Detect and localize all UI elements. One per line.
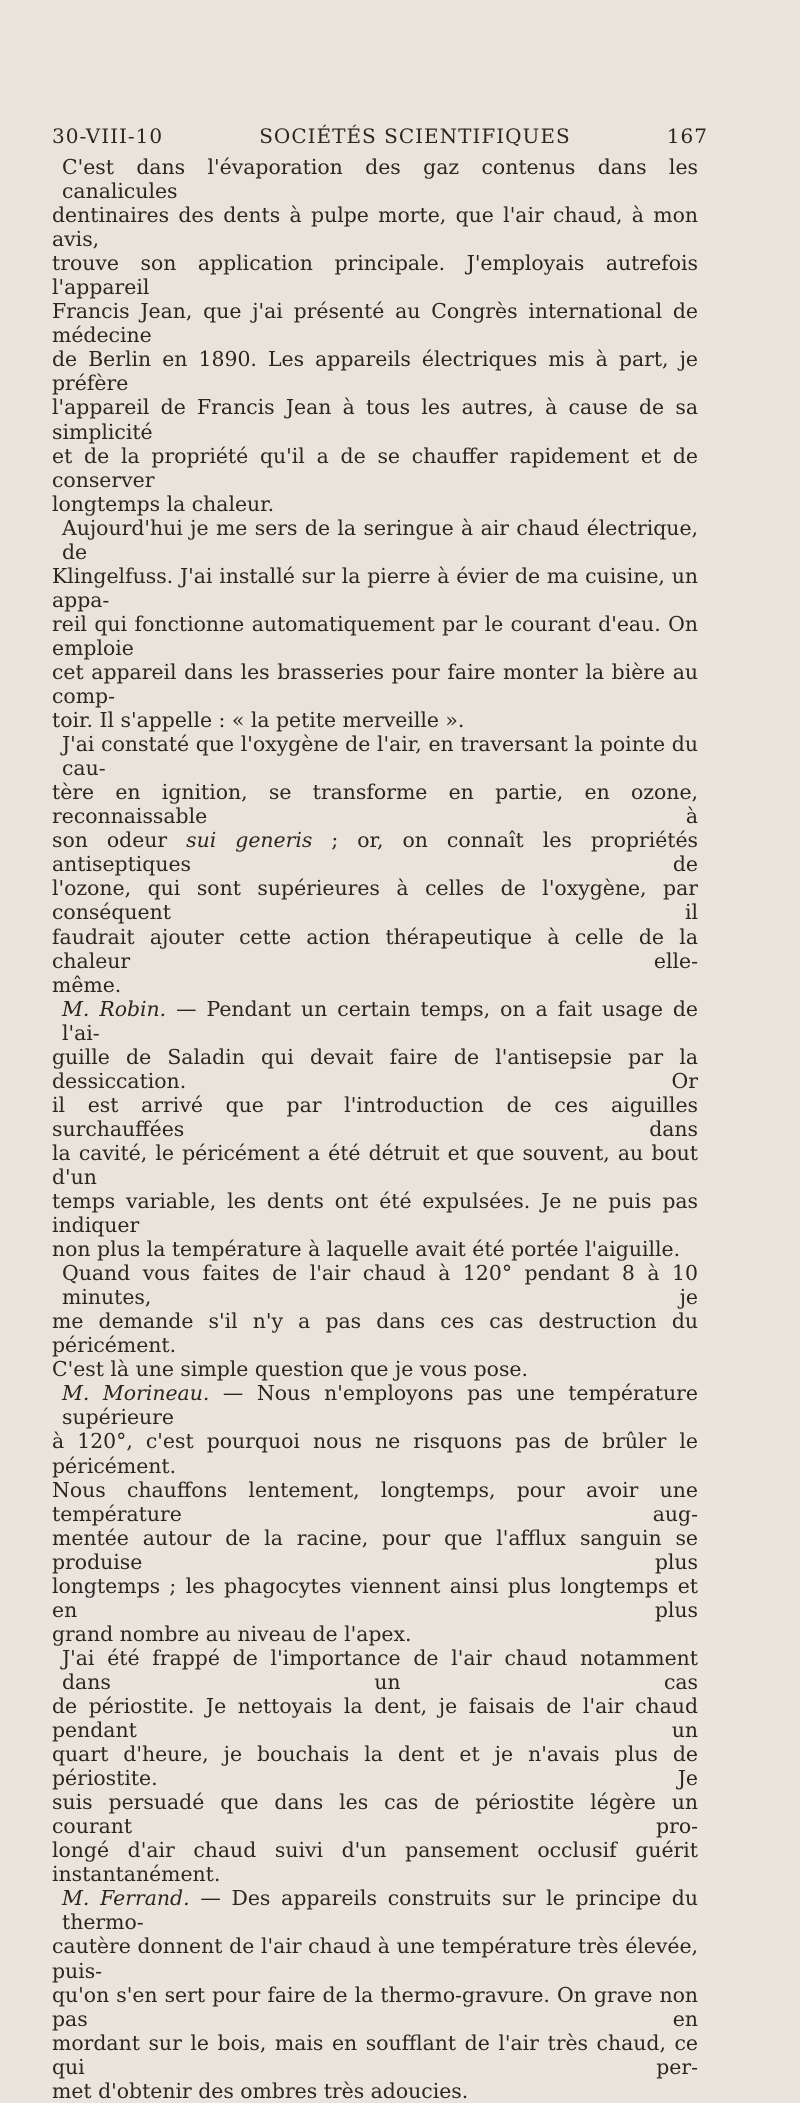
page-number: 167 (666, 124, 708, 148)
text-line: J'ai été frappé de l'importance de l'air chaud notamment dans un cas (62, 1645, 698, 1694)
italic-text: M. Morineau. (62, 1381, 210, 1406)
text-line: tère en ignition, se transforme en partie, en ozone, reconnaissable à (52, 780, 698, 829)
text-line (52, 1381, 698, 1429)
page-body-text (52, 155, 698, 2103)
line-suffix: — Pendant un certain temps, on a fait usage de l'ai- (62, 996, 698, 1045)
text-line: la cavité, le péricément a été détruit et que souvent, au bout d'un (52, 1140, 698, 1189)
italic-text: M. Ferrand. (62, 1886, 190, 1911)
running-header (52, 124, 708, 154)
line-suffix: ; or, on connaît les propriétés antiseptiques de (52, 828, 699, 877)
line-suffix: — Nous n'employons pas une température supérieure (62, 1381, 698, 1430)
text-line: longtemps ; les phagocytes viennent ainsi plus longtemps et en plus (52, 1573, 698, 1622)
text-line: cautère donnent de l'air chaud à une température très élevée, puis- (52, 1934, 698, 1983)
text-line: met d'obtenir des ombres très adoucies. (52, 2078, 469, 2103)
text-line: même. (52, 972, 122, 997)
text-line (52, 1886, 698, 1934)
text-line: cet appareil dans les brasseries pour faire monter la bière au comp- (52, 659, 698, 709)
text-line: dentinaires des dents à pulpe morte, que l'air chaud, à mon avis, (52, 203, 698, 252)
text-line: Quand vous faites de l'air chaud à 120° pendant 8 à 10 minutes, je (62, 1261, 698, 1310)
text-line: trouve son application principale. J'employais autrefois l'appareil (52, 251, 698, 300)
text-line: toir. Il s'appelle : « la petite merveille ». (52, 708, 465, 733)
text-line: quart d'heure, je bouchais la dent et je n'avais plus de périostite. Je (52, 1742, 698, 1791)
text-line: l'ozone, qui sont supérieures à celles de l'oxygène, par conséquent il (52, 876, 698, 925)
text-line: Aujourd'hui je me sers de la seringue à air chaud électrique, de (62, 515, 698, 564)
text-line (52, 828, 698, 876)
text-line: il est arrivé que par l'introduction de ces aiguilles surchauffées dans (52, 1092, 698, 1141)
text-line: longtemps la chaleur. (52, 491, 275, 516)
text-line: guille de Saladin qui devait faire de l'antisepsie par la dessiccation. Or (52, 1044, 698, 1093)
header-title: SOCIÉTÉS SCIENTIFIQUES (259, 124, 571, 148)
line-suffix: — Des appareils construits sur le principe du thermo- (62, 1886, 698, 1935)
italic-text: M. Robin. (62, 996, 167, 1021)
text-line: non plus la température à laquelle avait été portée l'aiguille. (52, 1237, 681, 1262)
line-prefix: son odeur (52, 828, 187, 853)
text-line: à 120°, c'est pourquoi nous ne risquons pas de brûler le péricément. (52, 1429, 698, 1478)
text-line (52, 997, 698, 1045)
text-line: qu'on s'en sert pour faire de la thermo-gravure. On grave non pas en (52, 1982, 698, 2031)
text-line: reil qui fonctionne automatiquement par le courant d'eau. On emploie (52, 611, 698, 660)
header-date: 30-VIII-10 (52, 124, 164, 148)
text-line: et de la propriété qu'il a de se chauffer rapidement et de conserver (52, 443, 698, 492)
text-line: Nous chauffons lentement, longtemps, pour avoir une température aug- (52, 1477, 698, 1526)
text-line: C'est dans l'évaporation des gaz contenus dans les canalicules (62, 155, 698, 204)
text-line: l'appareil de Francis Jean à tous les autres, à cause de sa simplicité (52, 395, 698, 444)
italic-text: sui generis (186, 828, 313, 853)
text-line: Klingelfuss. J'ai installé sur la pierre à évier de ma cuisine, un appa- (52, 563, 698, 612)
text-line: suis persuadé que dans les cas de périostite légère un courant pro- (52, 1790, 698, 1839)
text-line: longé d'air chaud suivi d'un pansement occlusif guérit instantanément. (52, 1838, 698, 1887)
text-line: Francis Jean, que j'ai présenté au Congrès international de médecine (52, 299, 698, 348)
text-line: de périostite. Je nettoyais la dent, je faisais de l'air chaud pendant un (52, 1694, 698, 1743)
text-line: grand nombre au niveau de l'apex. (52, 1621, 412, 1646)
text-line: C'est là une simple question que je vous pose. (52, 1357, 528, 1382)
text-line: de Berlin en 1890. Les appareils électriques mis à part, je préfère (52, 347, 698, 396)
text-line: mentée autour de la racine, pour que l'afflux sanguin se produise plus (52, 1525, 698, 1574)
text-line: J'ai constaté que l'oxygène de l'air, en traversant la pointe du cau- (62, 732, 698, 781)
text-line: mordant sur le bois, mais en soufflant de l'air très chaud, ce qui per- (52, 2030, 698, 2079)
text-line: temps variable, les dents ont été expulsées. Je ne puis pas indiquer (52, 1189, 698, 1238)
text-line: faudrait ajouter cette action thérapeutique à celle de la chaleur elle- (52, 924, 698, 973)
text-line: me demande s'il n'y a pas dans ces cas destruction du péricément. (52, 1309, 698, 1358)
